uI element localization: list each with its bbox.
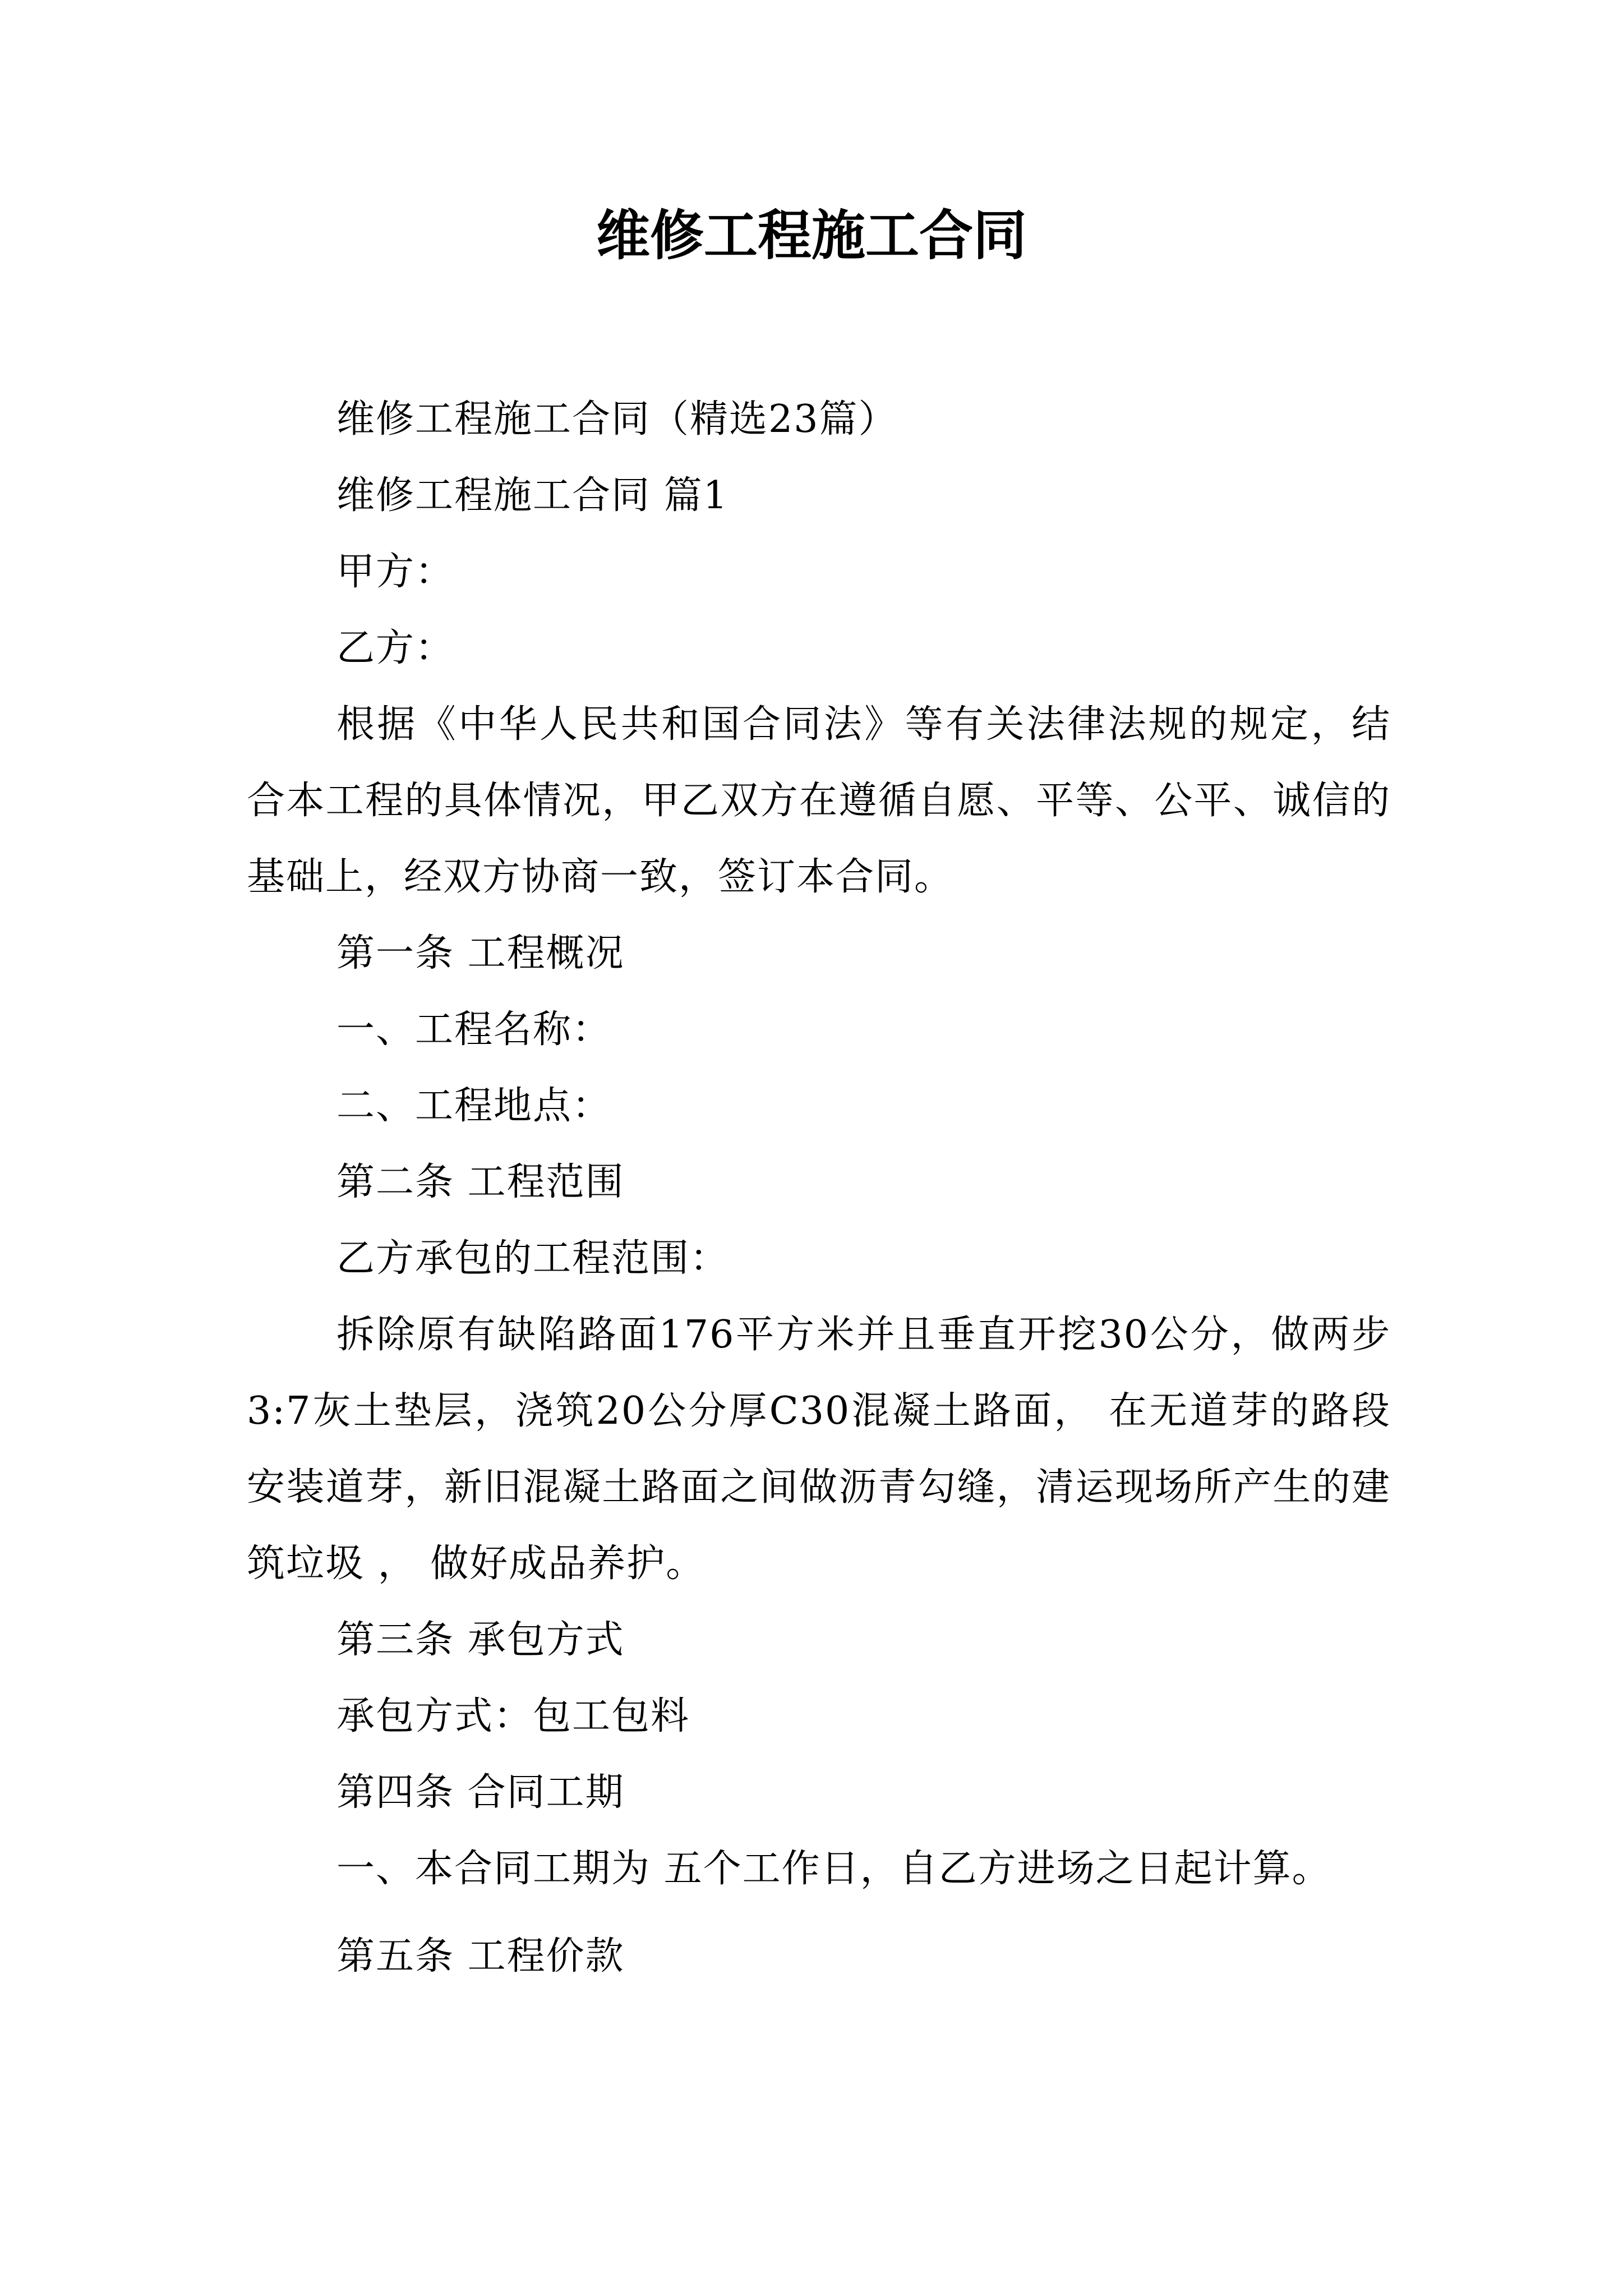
paragraph-project-name: 一、工程名称： <box>336 1007 612 1052</box>
paragraph-article-5: 第五条 工程价款 <box>336 1934 625 1978</box>
paragraph-project-location: 二、工程地点： <box>336 1084 612 1128</box>
paragraph-subtitle: 维修工程施工合同（精选23篇） <box>336 397 898 441</box>
document-title: 维修工程施工合同 <box>596 204 1027 267</box>
paragraph-contract-method: 承包方式：包工包料 <box>336 1694 690 1738</box>
paragraph-article-4: 第四条 合同工期 <box>336 1770 625 1815</box>
paragraph-scope-label: 乙方承包的工程范围： <box>336 1236 730 1281</box>
paragraph-duration: 一、本合同工期为 五个工作日，自乙方进场之日起计算。 <box>336 1847 1331 1891</box>
paragraph-party-a: 甲方： <box>336 550 455 594</box>
paragraph-scope-detail: 拆除原有缺陷路面176平方米并且垂直开挖30公分，做两步3:7灰土垫层，浇筑20公分厚C30混凝土路面， 在无道芽的路段安装道芽，新旧混凝土路面之间做沥青勾缝，清运现场所产生的建筑垃圾 ， 做好成品养护。 <box>247 1313 1391 1586</box>
paragraph-article-1: 第一条 工程概况 <box>336 931 625 976</box>
paragraph-section-heading: 维修工程施工合同 篇1 <box>336 473 728 518</box>
paragraph-article-3: 第三条 承包方式 <box>336 1618 625 1662</box>
paragraph-preamble: 根据《中华人民共和国合同法》等有关法律法规的规定，结合本工程的具体情况，甲乙双方在遵循自愿、平等、公平、诚信的基础上，经双方协商一致，签订本合同。 <box>247 702 1391 899</box>
document-body <box>247 381 1391 1995</box>
paragraph-party-b: 乙方： <box>336 626 455 670</box>
paragraph-article-2: 第二条 工程范围 <box>336 1160 625 1204</box>
